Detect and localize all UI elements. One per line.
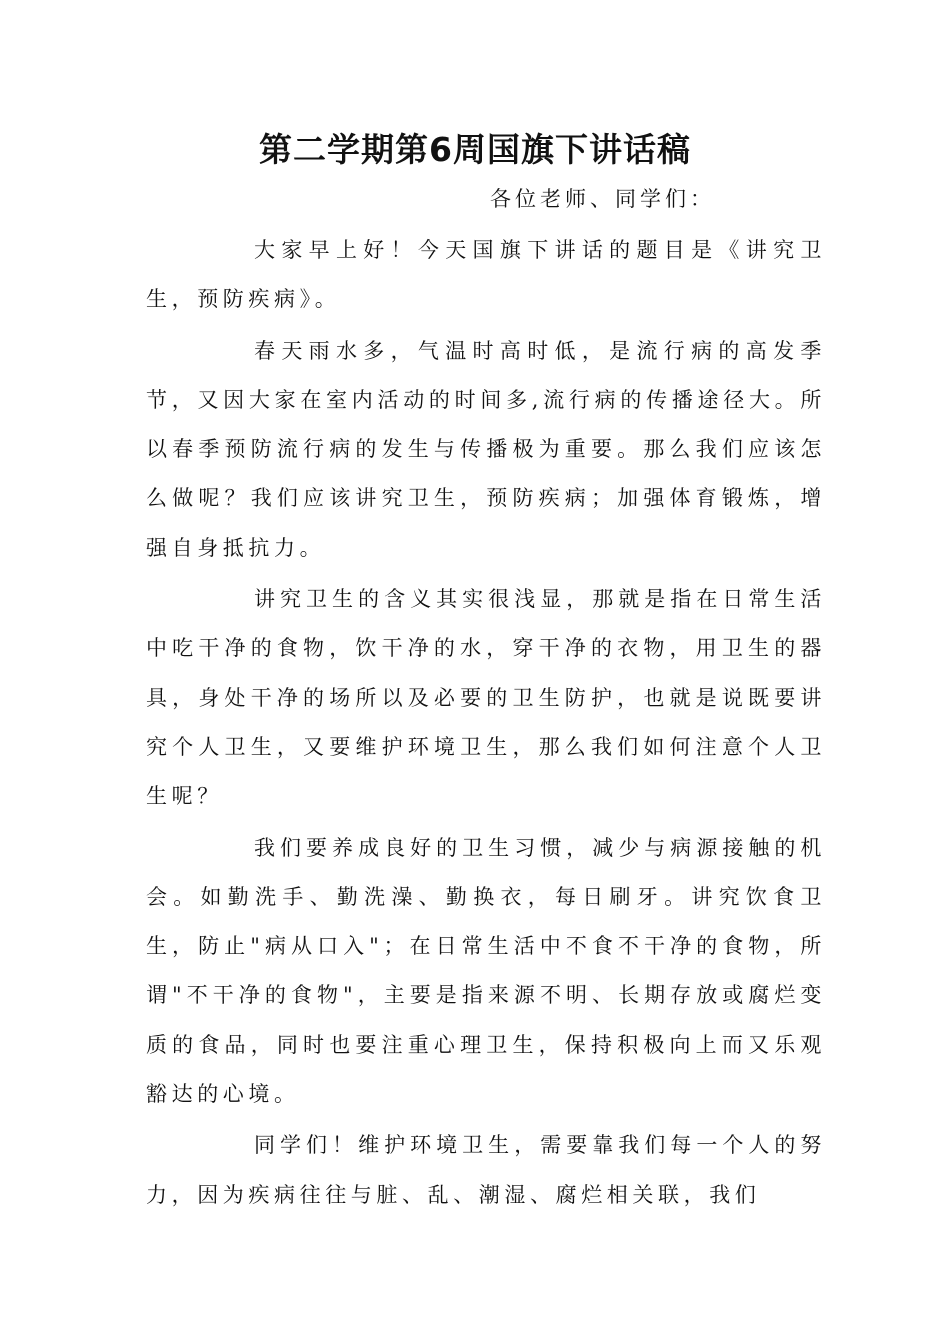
- paragraph-greeting: 大家早上好！今天国旗下讲话的题目是《讲究卫生，预防疾病》。: [146, 238, 826, 312]
- paragraph-hygiene-meaning: 讲究卫生的含义其实很浅显，那就是指在日常生活中吃干净的食物，饮干净的水，穿干净的衣物，用卫生的器具，身处干净的场所以及必要的卫生防护，也就是说既要讲究个人卫生，又要维护环境卫生，那么我们如何注意个人卫生呢？: [146, 587, 826, 809]
- document-title: 第二学期第6周国旗下讲话稿: [259, 130, 691, 169]
- document-body: [146, 226, 826, 1222]
- paragraph-spring-season: 春天雨水多，气温时高时低，是流行病的高发季节，又因大家在室内活动的时间多,流行病的传播途径大。所以春季预防流行病的发生与传播极为重要。那么我们应该怎么做呢？我们应该讲究卫生，预防疾病；加强体育锻炼，增强自身抵抗力。: [146, 338, 826, 560]
- paragraph-environment: 同学们！维护环境卫生，需要靠我们每一个人的努力，因为疾病往往与脏、乱、潮湿、腐烂相关联，我们: [146, 1133, 826, 1207]
- paragraph-good-habits: 我们要养成良好的卫生习惯，减少与病源接触的机会。如勤洗手、勤洗澡、勤换衣，每日刷牙。讲究饮食卫生，防止"病从口入"；在日常生活中不食不干净的食物，所谓"不干净的食物"，主要是指来源不明、长期存放或腐烂变质的食品，同时也要注重心理卫生，保持积极向上而又乐观豁达的心境。: [146, 835, 826, 1107]
- salutation: 各位老师、同学们：: [490, 187, 715, 211]
